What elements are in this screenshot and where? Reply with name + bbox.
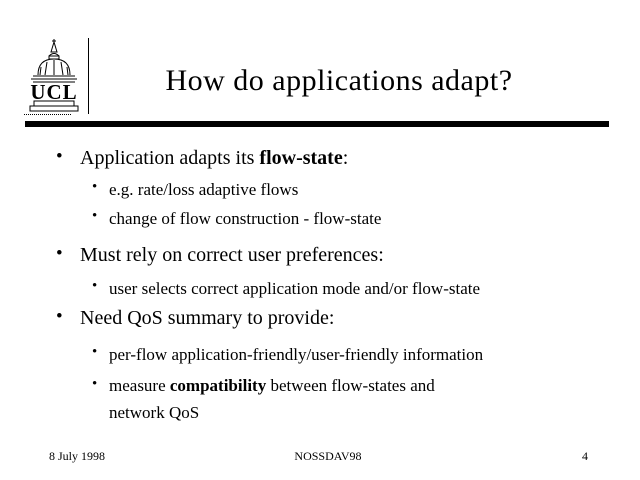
footer-date: 8 July 1998 — [49, 449, 106, 463]
bullet-icon: • — [92, 376, 98, 392]
ucl-logo-letters: UCL — [30, 80, 78, 104]
sub-bullet-item — [0, 179, 640, 200]
sub-bullet-item — [0, 344, 640, 365]
bullet-text: per-flow application-friendly/user-friendly information — [109, 345, 484, 364]
footer-page-number: 4 — [582, 449, 588, 463]
title-rule — [25, 121, 609, 127]
sub-bullet-item — [0, 278, 640, 299]
bullet-text: e.g. rate/loss adaptive flows — [109, 180, 299, 199]
bullet-icon: • — [92, 278, 98, 294]
bullet-text: change of flow construction - flow-state — [109, 209, 382, 228]
bullet-item — [0, 146, 640, 171]
bullet-icon: • — [56, 243, 63, 264]
logo-border-dotted — [24, 114, 71, 115]
bullet-icon: • — [56, 306, 63, 327]
bullet-text: measure compatibility between flow-states and network QoS — [109, 376, 435, 422]
bullet-icon: • — [92, 344, 98, 360]
bullet-text: user selects correct application mode and/or flow-state — [109, 279, 481, 298]
bullet-icon: • — [92, 208, 98, 224]
bullet-item — [0, 243, 640, 268]
footer-conference: NOSSDAV98 — [294, 449, 362, 463]
sub-bullet-item — [0, 208, 640, 229]
bullet-icon: • — [92, 179, 98, 195]
sub-bullet-item — [0, 372, 640, 426]
bullet-text: Need QoS summary to provide: — [80, 307, 335, 329]
bullet-text: Must rely on correct user preferences: — [80, 244, 384, 266]
bullet-icon: • — [56, 146, 63, 167]
bullet-item — [0, 306, 640, 331]
page-title: How do applications adapt? — [165, 64, 513, 97]
bullet-text: Application adapts its flow-state: — [80, 147, 349, 169]
